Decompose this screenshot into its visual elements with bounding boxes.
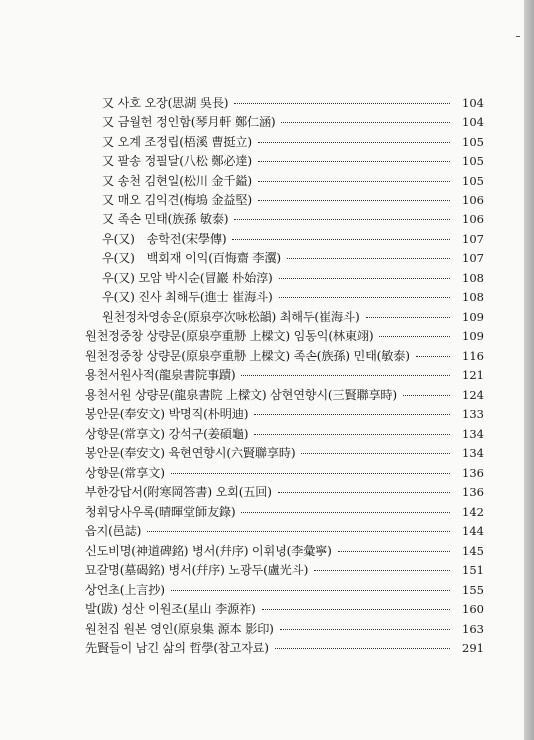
toc-entry-title: 발(跋) 성산 이원조(星山 李源祚) [85,602,256,616]
toc-entry-page: 145 [462,544,484,558]
toc-entry [102,269,484,287]
leader-dots [171,473,450,474]
toc-entry [85,425,484,443]
toc-entry-title: 상향문(常享文) [85,466,165,480]
toc-entry [85,561,484,579]
toc-entry-page: 163 [462,622,484,636]
toc-entry-page: 105 [462,135,484,149]
toc-entry-title: 청휘당사우록(晴暉堂師友錄) [85,505,236,519]
toc-entry-title: 又 오계 조정립(梧溪 曹挺立) [102,135,252,149]
toc-entry-title: 우(又) 백회재 이익(百悔齋 李瀷) [102,251,281,265]
leader-dots [147,531,450,532]
toc-entry-title: 원천정중창 상량문(原泉亭重刱 上樑文) 임동익(林東翊) [85,329,374,343]
toc-entry-page: 133 [462,407,484,421]
leader-dots [234,219,450,220]
toc-entry-page: 134 [462,427,484,441]
toc-entry-title: 又 송천 김현일(松川 金千鎰) [102,174,252,188]
toc-entry-page: 108 [462,290,484,304]
toc-entry [85,405,484,423]
toc-entry-page: 116 [462,349,484,363]
toc-entry [102,308,484,326]
leader-dots [281,122,450,123]
toc-entry-page: 108 [462,271,484,285]
toc-entry [85,581,484,599]
toc-entry [102,133,484,151]
toc-entry-title: 先賢들이 남긴 삶의 哲學(참고자료) [85,641,269,655]
toc-entry-title: 봉안문(奉安文) 박명직(朴明迪) [85,407,249,421]
toc-entry-title: 용천서원 상량문(龍泉書院 上樑文) 삼현연향시(三賢聯享時) [85,388,397,402]
leader-dots [258,200,450,201]
toc-entry-title: 우(又) 진사 최해두(進士 崔海斗) [102,290,273,304]
leader-dots [280,629,450,630]
leader-dots [275,648,450,649]
toc-entry-page: 151 [462,563,484,577]
toc-entry [85,542,484,560]
leader-dots [301,453,450,454]
toc-entry-page: 107 [462,251,484,265]
toc-entry-page: 144 [462,524,484,538]
leader-dots [254,414,450,415]
leader-dots [366,317,451,318]
toc-entry [85,600,484,618]
toc-entry-title: 상향문(常享文) 강석구(姜碩龜) [85,427,249,441]
toc-entry-title: 우(又) 송학전(宋學傳) [102,232,227,246]
toc-entry-title: 우(又) 모암 박시순(冒巖 朴始淳) [102,271,273,285]
leader-dots [232,239,450,240]
toc-entry [85,444,484,462]
toc-entry [85,464,484,482]
toc-entry [85,386,484,404]
toc-entry-title: 읍지(邑誌) [85,524,142,538]
toc-entry [85,327,484,345]
toc-entry-page: 155 [462,583,484,597]
toc-entry [85,483,484,501]
toc-entry-page: 105 [462,154,484,168]
toc-entry [85,347,484,365]
leader-dots [279,297,450,298]
leader-dots [241,512,450,513]
leader-dots [416,356,450,357]
leader-dots [171,590,450,591]
toc-entry [102,230,484,248]
leader-dots [258,181,450,182]
toc-entry [85,620,484,638]
toc-entry-title: 원천정차영송운(原泉亭次咏松韻) 최해두(崔海斗) [102,310,360,324]
leader-dots [403,395,450,396]
toc-entry-title: 원천정중창 상량문(原泉亭重刱 上樑文) 족손(族孫) 민태(敏泰) [85,349,410,363]
toc-entry-page: 104 [462,115,484,129]
toc-entry-page: 136 [462,485,484,499]
leader-dots [279,278,450,279]
toc-entry-page: 105 [462,174,484,188]
leader-dots [234,103,450,104]
leader-dots [262,609,450,610]
toc-entry-title: 상언초(上言抄) [85,583,165,597]
toc-entry-page: 136 [462,466,484,480]
toc-entry-page: 121 [462,368,484,382]
toc-entry-page: 109 [462,329,484,343]
toc-entry-title: 신도비명(神道碑銘) 병서(幷序) 이휘녕(李彙寧) [85,544,332,558]
toc-entry-title: 又 팔송 정필달(八松 鄭必達) [102,154,252,168]
toc-entry-title: 부한강답서(附寒岡答書) 오회(五回) [85,485,272,499]
toc-entry [102,249,484,267]
toc-entry-page: 106 [462,212,484,226]
toc-entry-title: 又 사호 오장(思湖 吳長) [102,96,229,110]
toc-entry-title: 又 금월헌 정인함(琴月軒 鄭仁涵) [102,115,276,129]
toc-entry [102,288,484,306]
toc-entry-page: 109 [462,310,484,324]
leader-dots [314,570,450,571]
toc-entry [85,522,484,540]
toc-entry [85,503,484,521]
toc-entry [102,113,484,131]
toc-entry [102,191,484,209]
toc-entry [102,210,484,228]
toc-entry-title: 又 족손 민태(族孫 敏泰) [102,212,229,226]
toc-entry-title: 원천집 원본 영인(原泉集 源本 影印) [85,622,274,636]
leader-dots [258,161,450,162]
toc-entry-page: 124 [462,388,484,402]
leader-dots [338,551,450,552]
toc-entry-page: 107 [462,232,484,246]
toc-entry-page: 106 [462,193,484,207]
leader-dots [379,336,450,337]
toc-entry-title: 봉안문(奉安文) 육현연향시(六賢聯享時) [85,446,296,460]
leader-dots [258,142,450,143]
toc-entry-page: 291 [462,641,484,655]
toc-entry [102,172,484,190]
toc-entry-page: 134 [462,446,484,460]
toc-entry [102,94,484,112]
toc-entry [85,366,484,384]
toc-entry [102,152,484,170]
toc-entry [85,639,484,657]
toc-entry-page: 142 [462,505,484,519]
toc-entry-page: 104 [462,96,484,110]
page-edge-shadow [524,0,534,740]
toc-entry-title: 묘갈명(墓碣銘) 병서(幷序) 노광두(盧光斗) [85,563,309,577]
leader-dots [278,492,450,493]
leader-dots [241,375,450,376]
toc-entry-title: 용천서원사적(龍泉書院事蹟) [85,368,236,382]
toc-entry-title: 又 매오 김익견(梅塢 金益堅) [102,193,252,207]
leader-dots [254,434,450,435]
toc-entry-page: 160 [462,602,484,616]
leader-dots [287,258,450,259]
